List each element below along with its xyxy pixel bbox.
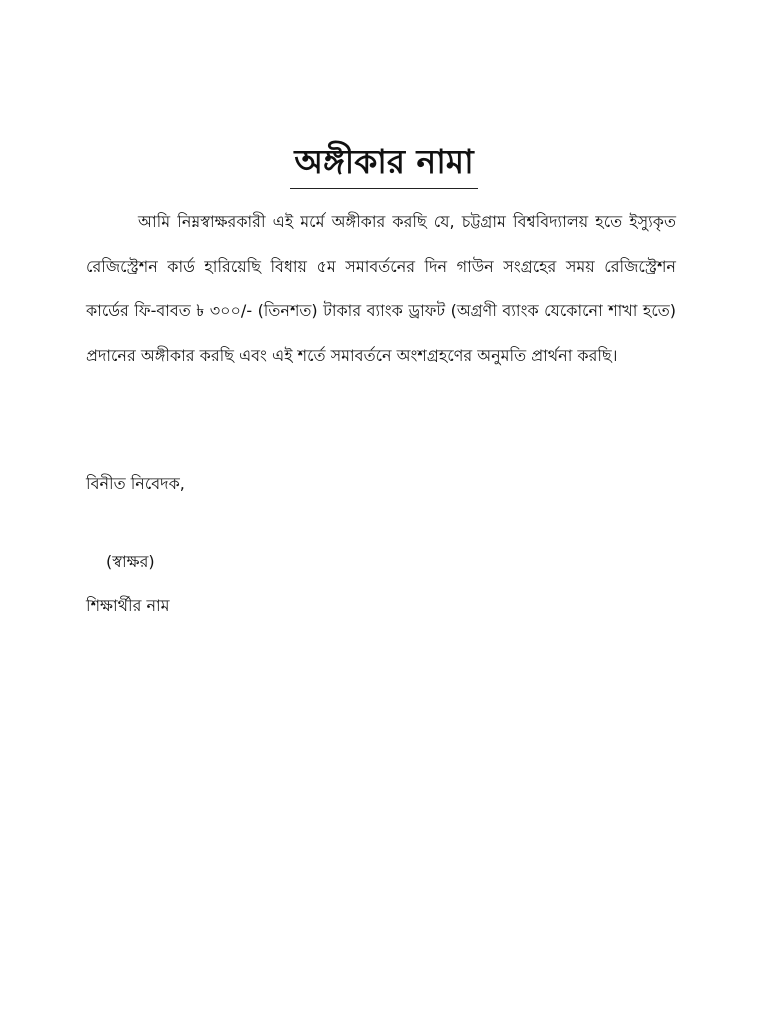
document-title: অঙ্গীকার নামা xyxy=(290,138,477,189)
student-name-label: শিক্ষার্থীর নাম xyxy=(86,596,170,615)
closing-line: বিনীত নিবেদক, xyxy=(86,474,185,493)
pledge-paragraph: আমি নিম্নস্বাক্ষরকারী এই মর্মে অঙ্গীকার করছি যে, চট্টগ্রাম বিশ্ববিদ্যালয় হতে ইস্যুকৃত রেজিস্ট্রেশন কার্ড হারিয়েছি বিধায় ৫ম সমাবর্তনের দিন গাউন সংগ্রহের সময় রেজিস্ট্রেশন কার্ডের ফি-বাবত ৳ ৩০০/- (তিনশত) টাকার ব্যাংক ড্রাফট (অগ্রণী ব্যাংক যেকোনো শাখা হতে) প্রদানের অঙ্গীকার করছি এবং এই শর্তে সমাবর্তনে অংশগ্রহণের অনুমতি প্রার্থনা করছি। xyxy=(86,212,676,365)
title-container xyxy=(0,138,768,189)
signature-label: (স্বাক্ষর) xyxy=(106,552,155,571)
